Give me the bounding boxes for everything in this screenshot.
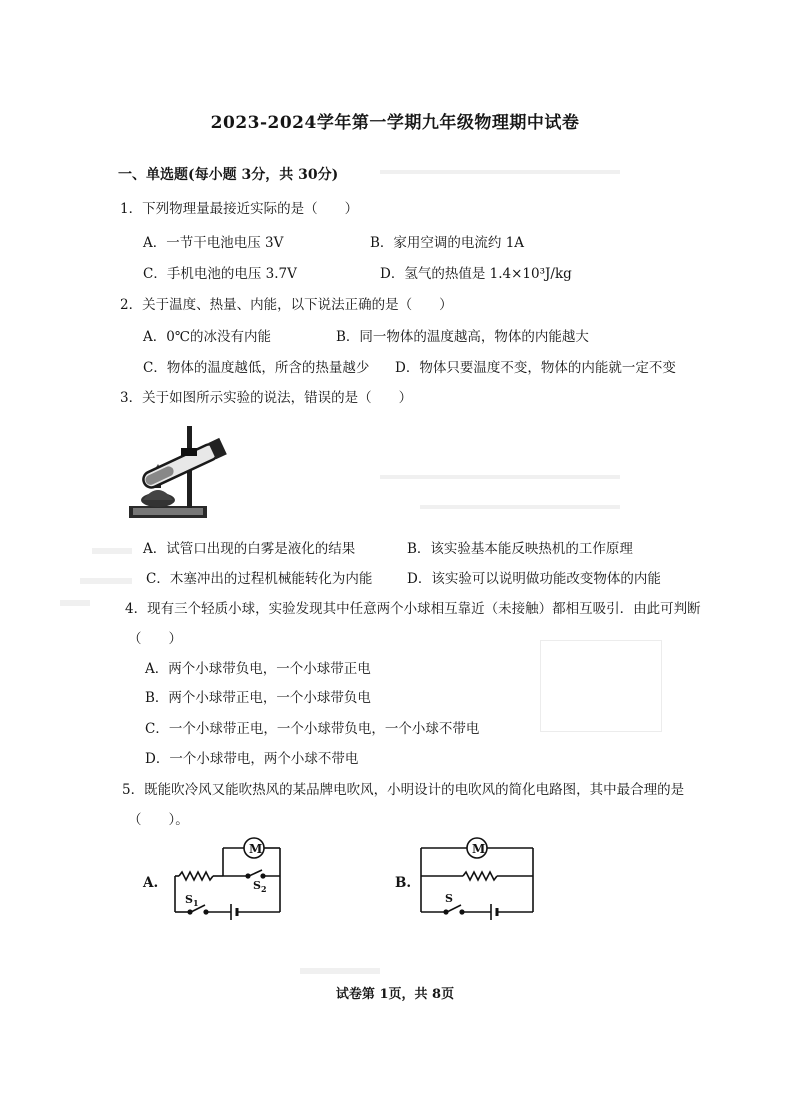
- lamp-body: [143, 490, 173, 500]
- s1-label: S: [185, 893, 193, 906]
- q1-option-d: D．氢气的热值是 1.4×10³J/kg: [380, 266, 572, 282]
- q1-option-c: C．手机电池的电压 3.7V: [143, 266, 297, 282]
- heating-resistor: [179, 872, 213, 880]
- q4-option-b: B．两个小球带正电，一个小球带负电: [145, 690, 371, 706]
- test-tube: [140, 438, 226, 491]
- bleed-mark: [300, 968, 380, 974]
- bleed-mark: [420, 505, 620, 509]
- s2-label: S: [253, 879, 261, 892]
- motor-label: M: [472, 842, 486, 856]
- q2-option-d: D．物体只要温度不变，物体的内能就一定不变: [395, 360, 676, 376]
- q2-option-b: B．同一物体的温度越高，物体的内能越大: [336, 329, 589, 345]
- bleed-mark: [80, 578, 132, 584]
- stand-base-top: [133, 508, 203, 515]
- test-tube-apparatus-figure: [125, 420, 235, 525]
- question-3-stem: 3．关于如图所示实验的说法，错误的是（ ）: [120, 390, 413, 406]
- q1-option-b: B．家用空调的电流约 1A: [370, 235, 525, 251]
- heating-resistor: [463, 872, 497, 880]
- q1-option-a: A．一节干电池电压 3V: [143, 235, 284, 251]
- page-footer: 试卷第 1页，共 8页: [335, 987, 455, 1002]
- s1-subscript: 1: [193, 898, 199, 908]
- circuit-b-label: B.: [395, 875, 412, 891]
- s2-subscript: 2: [261, 884, 267, 894]
- q2-option-c: C．物体的温度越低，所含的热量越少: [143, 360, 370, 376]
- q4-option-c: C．一个小球带正电，一个小球带负电，一个小球不带电: [145, 721, 480, 737]
- q3-option-d: D．该实验可以说明做功能改变物体的内能: [407, 571, 661, 587]
- s-label: S: [445, 892, 453, 905]
- circuit-a-label: A.: [143, 875, 159, 891]
- switch-s: [447, 905, 461, 912]
- question-5-stem-cont: （ ）。: [128, 812, 189, 828]
- section-heading: 一、单选题(每小题 3分，共 30分): [118, 167, 339, 183]
- bleed-mark: [380, 475, 620, 479]
- clamp: [181, 448, 197, 456]
- question-1-stem: 1．下列物理量最接近实际的是（ ）: [120, 201, 359, 217]
- q3-option-b: B．该实验基本能反映热机的工作原理: [407, 541, 633, 557]
- motor-label: M: [249, 842, 263, 856]
- q4-option-a: A．两个小球带负电，一个小球带正电: [145, 661, 371, 677]
- q3-option-c: C．木塞冲出的过程机械能转化为内能: [146, 571, 373, 587]
- bleed-mark: [540, 640, 662, 732]
- q2-option-a: A．0℃的冰没有内能: [143, 329, 271, 345]
- bleed-mark: [60, 600, 90, 606]
- q4-option-d: D．一个小球带电，两个小球不带电: [145, 751, 359, 767]
- circuit-diagram-a: [165, 832, 290, 924]
- switch-s2: [249, 870, 262, 876]
- q3-option-a: A．试管口出现的白雾是液化的结果: [143, 541, 356, 557]
- bleed-mark: [92, 548, 132, 554]
- question-5-stem: 5．既能吹冷风又能吹热风的某品牌电吹风，小明设计的电吹风的简化电路图，其中最合理的是: [122, 782, 685, 798]
- circuit-diagram-b: [415, 832, 540, 924]
- bleed-mark: [380, 170, 620, 174]
- exam-title: 2023-2024学年第一学期九年级物理期中试卷: [210, 113, 580, 133]
- question-2-stem: 2．关于温度、热量、内能，以下说法正确的是（ ）: [120, 297, 453, 313]
- question-4-stem-cont: （ ）: [128, 631, 182, 647]
- question-4-stem: 4．现有三个轻质小球，实验发现其中任意两个小球相互靠近（未接触）都相互吸引．由此可判断: [125, 601, 701, 617]
